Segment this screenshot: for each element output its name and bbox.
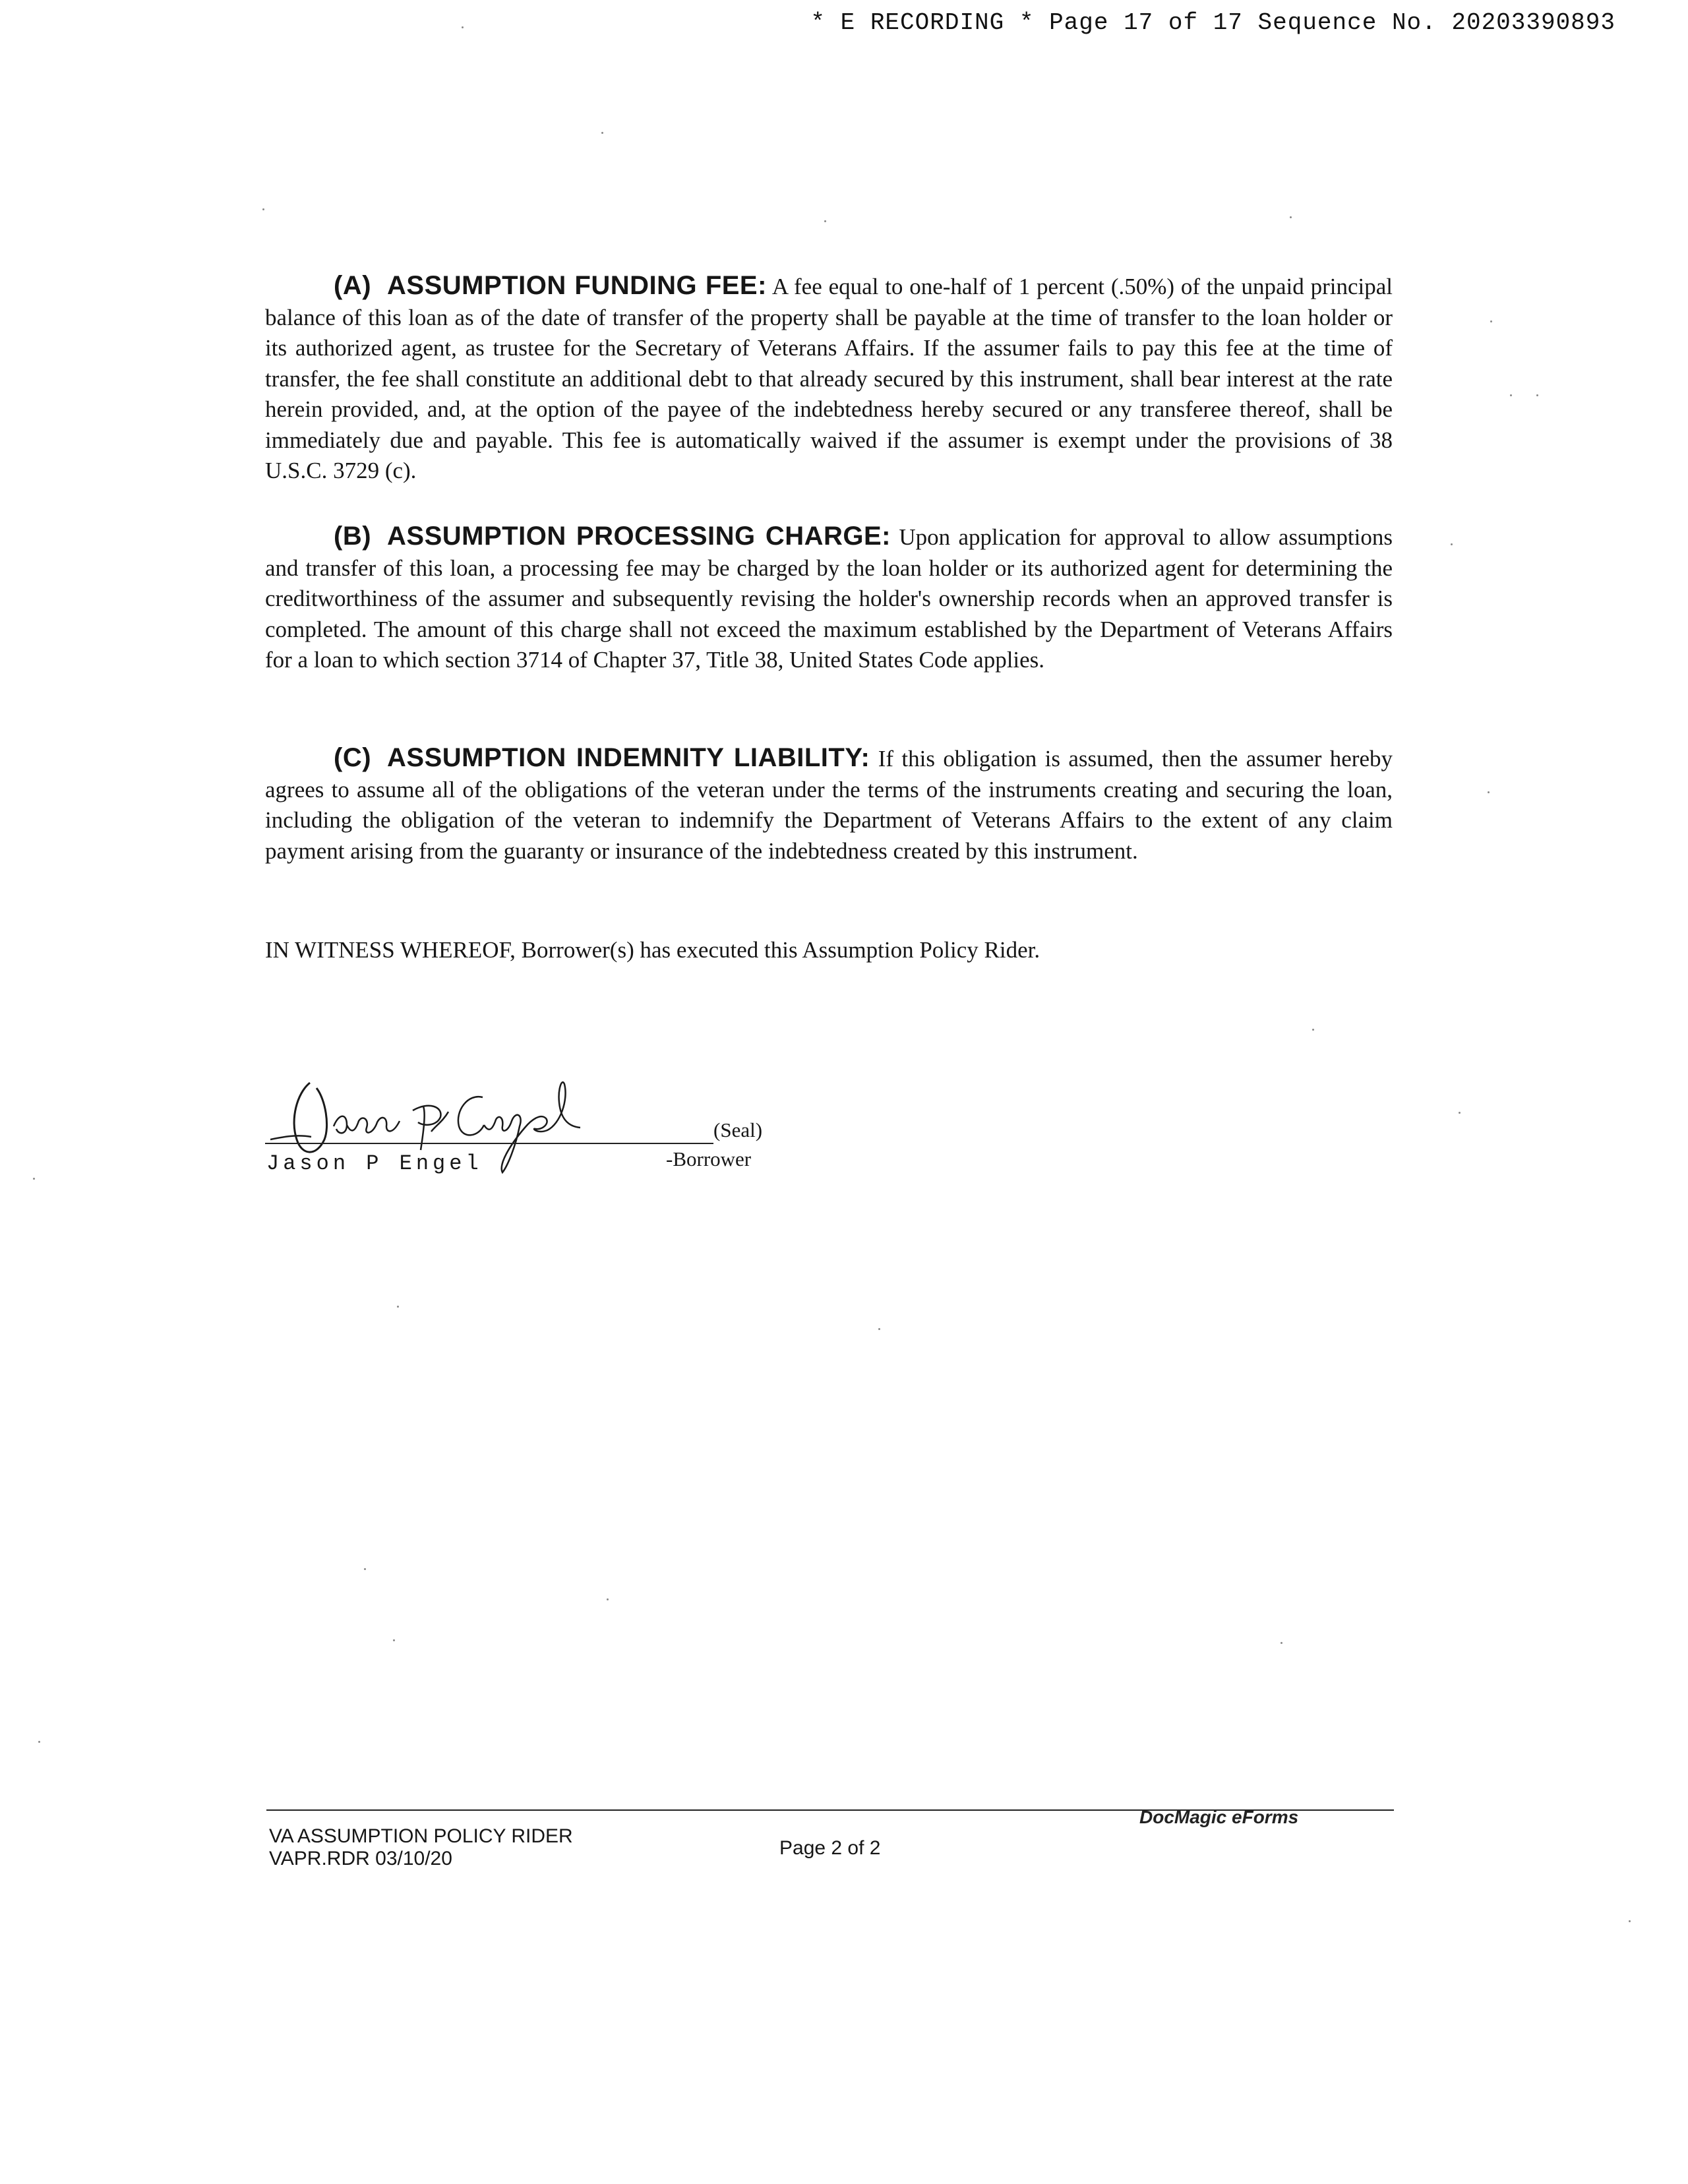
witness-statement: IN WITNESS WHEREOF, Borrower(s) has executed this Assumption Policy Rider.: [265, 937, 1040, 963]
section-b-lead: [334, 522, 891, 551]
section-c-letter: (C): [334, 743, 372, 772]
scan-speck: [1536, 394, 1538, 396]
section-b-text: Upon application for approval to allow assumptions and transfer of this loan, a processing fee may be charged by the loan holder or its authorized agent for determining the creditworthiness of the assumer and subsequently revising the holder's ownership records when an approved transfer is completed. The amount of this charge shall not exceed the maximum established by the Department of Veterans Affairs for a loan to which section 3714 of Chapter 37, Title 38, United States Code applies.: [265, 524, 1393, 673]
scan-speck: [1488, 791, 1490, 793]
scan-speck: [1490, 320, 1492, 322]
scan-speck: [601, 132, 603, 134]
signer-name: Jason P Engel: [266, 1151, 483, 1176]
form-code: VAPR.RDR 03/10/20: [269, 1848, 452, 1869]
recording-header: * E RECORDING * Page 17 of 17 Sequence No. 20203390893: [810, 9, 1615, 36]
scan-speck: [607, 1598, 609, 1600]
section-a-heading: ASSUMPTION FUNDING FEE:: [387, 271, 767, 300]
section-a-lead: [334, 271, 767, 300]
scan-speck: [364, 1568, 366, 1570]
scan-speck: [262, 208, 264, 210]
section-c-heading: ASSUMPTION INDEMNITY LIABILITY:: [387, 743, 870, 772]
scan-speck: [1451, 543, 1453, 545]
signature-line: [265, 1143, 713, 1144]
scan-speck: [38, 1741, 40, 1743]
page-number: Page 2 of 2: [779, 1837, 881, 1859]
section-a-paragraph: [265, 270, 1393, 487]
section-a-text: A fee equal to one-half of 1 percent (.50%) of the unpaid principal balance of this loan as of the date of transfer of the property shall be payable at the time of transfer to the loan holder or its authorized agent, as trustee for the Secretary of Veterans Affairs. If the assumer fails to pay this fee at the time of transfer, the fee shall constitute an additional debt to that already secured by this instrument, shall bear interest at the rate herein provided, and, at the option of the payee of the indebtedness hereby secured or any transferee thereof, shall be immediately due and payable. This fee is automatically waived if the assumer is exempt under the provisions of 38 U.S.C. 3729 (c).: [265, 274, 1393, 483]
section-c-text: If this obligation is assumed, then the assumer hereby agrees to assume all of the obligations of the veteran under the terms of the instruments creating and securing the loan, including the obligation of the veteran to indemnify the Department of Veterans Affairs to the extent of any claim payment arising from the guaranty or insurance of the indebtedness created by this instrument.: [265, 746, 1393, 864]
scan-speck: [462, 26, 464, 28]
section-c-lead: [334, 743, 870, 772]
scan-speck: [1290, 216, 1292, 218]
form-title: VA ASSUMPTION POLICY RIDER: [269, 1825, 573, 1847]
scan-speck: [397, 1306, 399, 1308]
scan-speck: [878, 1328, 880, 1330]
scan-speck: [1312, 1029, 1314, 1031]
section-a-letter: (A): [334, 271, 372, 300]
scan-speck: [1510, 394, 1512, 396]
scan-speck: [1459, 1112, 1461, 1114]
scan-speck: [824, 220, 826, 222]
section-c-paragraph: [265, 743, 1393, 866]
scan-speck: [1629, 1920, 1631, 1922]
docmagic-brand: DocMagic eForms: [1139, 1807, 1299, 1827]
borrower-label: -Borrower: [666, 1147, 752, 1170]
section-b-letter: (B): [334, 522, 372, 551]
scan-speck: [393, 1639, 395, 1641]
scan-speck: [1281, 1642, 1282, 1644]
seal-label: (Seal): [713, 1118, 763, 1141]
section-b-paragraph: [265, 521, 1393, 676]
section-b-heading: ASSUMPTION PROCESSING CHARGE:: [387, 522, 891, 551]
scan-speck: [33, 1178, 35, 1180]
